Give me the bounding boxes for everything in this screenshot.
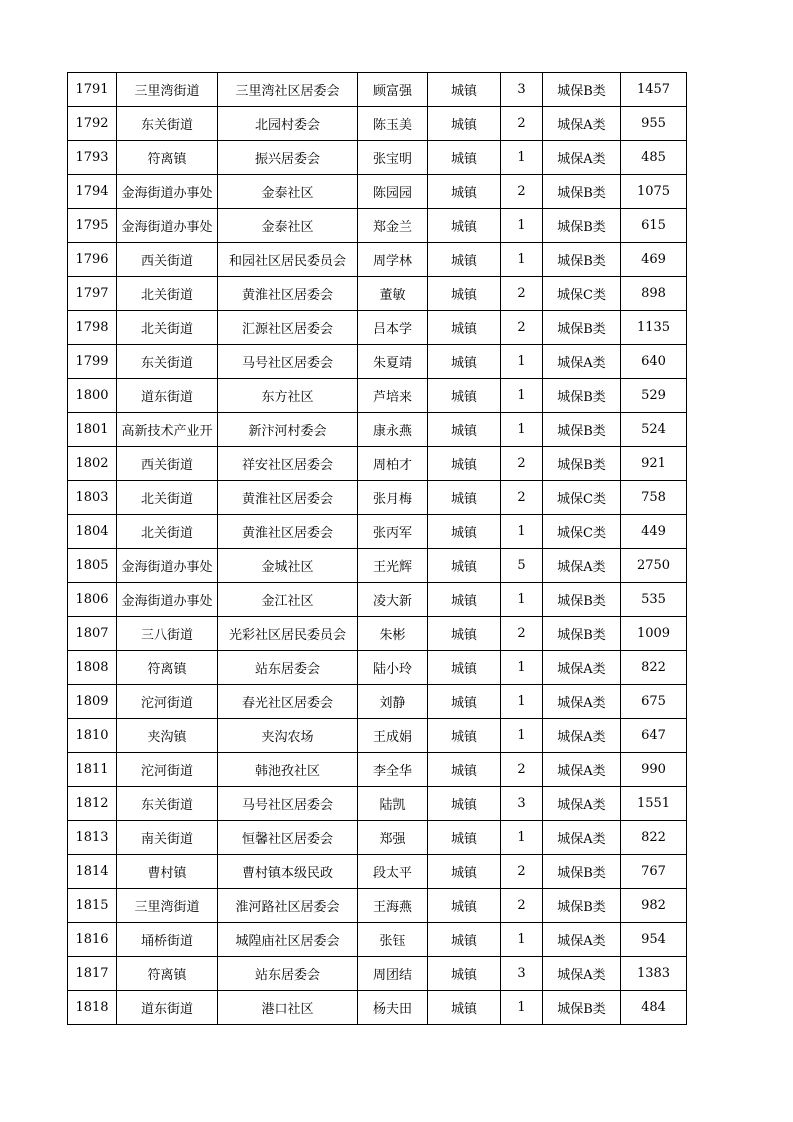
cell-amount: 954: [621, 923, 687, 957]
cell-household-type: 城镇: [428, 923, 501, 957]
cell-name: 周柏才: [358, 447, 428, 481]
cell-serial-number: 1796: [68, 243, 117, 277]
cell-category: 城保B类: [543, 447, 621, 481]
cell-category: 城保B类: [543, 583, 621, 617]
cell-street-office: 三里湾街道: [117, 889, 218, 923]
cell-serial-number: 1815: [68, 889, 117, 923]
cell-category: 城保A类: [543, 787, 621, 821]
table-row: [68, 175, 687, 209]
cell-household-type: 城镇: [428, 753, 501, 787]
cell-category: 城保A类: [543, 685, 621, 719]
cell-street-office: 北关街道: [117, 277, 218, 311]
table-row: [68, 515, 687, 549]
cell-street-office: 金海街道办事处: [117, 549, 218, 583]
cell-household-type: 城镇: [428, 447, 501, 481]
table-row: [68, 753, 687, 787]
cell-name: 陆小玲: [358, 651, 428, 685]
cell-amount: 469: [621, 243, 687, 277]
cell-serial-number: 1802: [68, 447, 117, 481]
cell-household-type: 城镇: [428, 243, 501, 277]
cell-household-type: 城镇: [428, 209, 501, 243]
cell-person-count: 2: [501, 447, 543, 481]
cell-category: 城保A类: [543, 821, 621, 855]
table-row: [68, 481, 687, 515]
cell-community: 春光社区居委会: [218, 685, 358, 719]
cell-amount: 484: [621, 991, 687, 1025]
cell-person-count: 2: [501, 107, 543, 141]
cell-street-office: 道东街道: [117, 991, 218, 1025]
cell-category: 城保B类: [543, 243, 621, 277]
cell-serial-number: 1801: [68, 413, 117, 447]
cell-community: 马号社区居委会: [218, 787, 358, 821]
cell-amount: 647: [621, 719, 687, 753]
cell-community: 韩池孜社区: [218, 753, 358, 787]
cell-street-office: 三里湾街道: [117, 73, 218, 107]
cell-name: 王海燕: [358, 889, 428, 923]
cell-person-count: 2: [501, 889, 543, 923]
cell-community: 东方社区: [218, 379, 358, 413]
cell-household-type: 城镇: [428, 617, 501, 651]
cell-community: 金江社区: [218, 583, 358, 617]
cell-amount: 640: [621, 345, 687, 379]
cell-person-count: 1: [501, 923, 543, 957]
cell-person-count: 1: [501, 379, 543, 413]
cell-category: 城保A类: [543, 719, 621, 753]
cell-community: 恒馨社区居委会: [218, 821, 358, 855]
cell-household-type: 城镇: [428, 889, 501, 923]
cell-household-type: 城镇: [428, 345, 501, 379]
cell-person-count: 3: [501, 73, 543, 107]
cell-serial-number: 1807: [68, 617, 117, 651]
cell-name: 段太平: [358, 855, 428, 889]
cell-street-office: 符离镇: [117, 651, 218, 685]
cell-household-type: 城镇: [428, 787, 501, 821]
cell-amount: 535: [621, 583, 687, 617]
cell-category: 城保C类: [543, 515, 621, 549]
cell-person-count: 5: [501, 549, 543, 583]
cell-name: 郑金兰: [358, 209, 428, 243]
cell-serial-number: 1794: [68, 175, 117, 209]
cell-amount: 921: [621, 447, 687, 481]
cell-serial-number: 1810: [68, 719, 117, 753]
cell-community: 马号社区居委会: [218, 345, 358, 379]
cell-serial-number: 1798: [68, 311, 117, 345]
table-row: [68, 311, 687, 345]
table-row: [68, 651, 687, 685]
cell-household-type: 城镇: [428, 175, 501, 209]
cell-amount: 485: [621, 141, 687, 175]
cell-serial-number: 1811: [68, 753, 117, 787]
cell-person-count: 2: [501, 175, 543, 209]
cell-person-count: 3: [501, 957, 543, 991]
table-row: [68, 277, 687, 311]
cell-serial-number: 1814: [68, 855, 117, 889]
cell-amount: 822: [621, 651, 687, 685]
cell-person-count: 1: [501, 719, 543, 753]
cell-person-count: 2: [501, 311, 543, 345]
cell-household-type: 城镇: [428, 141, 501, 175]
cell-amount: 524: [621, 413, 687, 447]
cell-street-office: 曹村镇: [117, 855, 218, 889]
cell-amount: 529: [621, 379, 687, 413]
cell-community: 夹沟农场: [218, 719, 358, 753]
cell-serial-number: 1793: [68, 141, 117, 175]
cell-community: 黄淮社区居委会: [218, 277, 358, 311]
cell-serial-number: 1795: [68, 209, 117, 243]
cell-amount: 1135: [621, 311, 687, 345]
cell-person-count: 1: [501, 243, 543, 277]
cell-household-type: 城镇: [428, 957, 501, 991]
cell-category: 城保B类: [543, 73, 621, 107]
cell-category: 城保B类: [543, 855, 621, 889]
cell-community: 站东居委会: [218, 651, 358, 685]
cell-household-type: 城镇: [428, 73, 501, 107]
cell-household-type: 城镇: [428, 277, 501, 311]
cell-name: 凌大新: [358, 583, 428, 617]
cell-street-office: 埇桥街道: [117, 923, 218, 957]
cell-person-count: 1: [501, 515, 543, 549]
cell-person-count: 2: [501, 855, 543, 889]
table-row: [68, 617, 687, 651]
cell-serial-number: 1812: [68, 787, 117, 821]
cell-category: 城保A类: [543, 107, 621, 141]
cell-household-type: 城镇: [428, 481, 501, 515]
cell-name: 王成娟: [358, 719, 428, 753]
cell-street-office: 三八街道: [117, 617, 218, 651]
cell-category: 城保C类: [543, 481, 621, 515]
cell-category: 城保C类: [543, 277, 621, 311]
cell-serial-number: 1806: [68, 583, 117, 617]
cell-name: 张钰: [358, 923, 428, 957]
cell-name: 郑强: [358, 821, 428, 855]
table-row: [68, 821, 687, 855]
cell-category: 城保A类: [543, 345, 621, 379]
cell-community: 站东居委会: [218, 957, 358, 991]
cell-community: 金泰社区: [218, 209, 358, 243]
cell-community: 黄淮社区居委会: [218, 481, 358, 515]
cell-amount: 955: [621, 107, 687, 141]
cell-amount: 675: [621, 685, 687, 719]
cell-serial-number: 1817: [68, 957, 117, 991]
cell-household-type: 城镇: [428, 413, 501, 447]
cell-community: 和园社区居民委员会: [218, 243, 358, 277]
table-row: [68, 923, 687, 957]
cell-amount: 1457: [621, 73, 687, 107]
table-body: [68, 73, 687, 1025]
table-row: [68, 889, 687, 923]
cell-household-type: 城镇: [428, 991, 501, 1025]
table-row: [68, 379, 687, 413]
cell-serial-number: 1797: [68, 277, 117, 311]
cell-street-office: 南关街道: [117, 821, 218, 855]
table-row: [68, 787, 687, 821]
cell-street-office: 北关街道: [117, 311, 218, 345]
cell-street-office: 金海街道办事处: [117, 209, 218, 243]
cell-household-type: 城镇: [428, 515, 501, 549]
cell-category: 城保A类: [543, 651, 621, 685]
cell-category: 城保B类: [543, 889, 621, 923]
cell-community: 汇源社区居委会: [218, 311, 358, 345]
cell-amount: 898: [621, 277, 687, 311]
table-row: [68, 685, 687, 719]
cell-name: 陈玉美: [358, 107, 428, 141]
data-table: [67, 72, 687, 1025]
cell-street-office: 东关街道: [117, 787, 218, 821]
cell-community: 北园村委会: [218, 107, 358, 141]
table-row: [68, 855, 687, 889]
cell-person-count: 1: [501, 583, 543, 617]
cell-person-count: 3: [501, 787, 543, 821]
cell-name: 朱彬: [358, 617, 428, 651]
cell-category: 城保A类: [543, 923, 621, 957]
cell-person-count: 1: [501, 413, 543, 447]
cell-category: 城保B类: [543, 617, 621, 651]
cell-community: 曹村镇本级民政: [218, 855, 358, 889]
cell-person-count: 2: [501, 617, 543, 651]
cell-community: 振兴居委会: [218, 141, 358, 175]
cell-name: 刘静: [358, 685, 428, 719]
cell-street-office: 北关街道: [117, 515, 218, 549]
table-row: [68, 141, 687, 175]
cell-street-office: 西关街道: [117, 447, 218, 481]
cell-community: 港口社区: [218, 991, 358, 1025]
cell-person-count: 1: [501, 209, 543, 243]
cell-amount: 767: [621, 855, 687, 889]
cell-serial-number: 1803: [68, 481, 117, 515]
table-row: [68, 583, 687, 617]
cell-community: 金泰社区: [218, 175, 358, 209]
cell-person-count: 2: [501, 481, 543, 515]
cell-community: 光彩社区居民委员会: [218, 617, 358, 651]
cell-community: 黄淮社区居委会: [218, 515, 358, 549]
cell-community: 城隍庙社区居委会: [218, 923, 358, 957]
cell-person-count: 1: [501, 991, 543, 1025]
cell-amount: 449: [621, 515, 687, 549]
cell-category: 城保A类: [543, 549, 621, 583]
cell-household-type: 城镇: [428, 107, 501, 141]
cell-street-office: 东关街道: [117, 345, 218, 379]
cell-name: 张月梅: [358, 481, 428, 515]
cell-community: 三里湾社区居委会: [218, 73, 358, 107]
cell-amount: 1009: [621, 617, 687, 651]
cell-street-office: 夹沟镇: [117, 719, 218, 753]
cell-amount: 822: [621, 821, 687, 855]
cell-category: 城保B类: [543, 175, 621, 209]
cell-name: 吕本学: [358, 311, 428, 345]
cell-community: 淮河路社区居委会: [218, 889, 358, 923]
cell-street-office: 高新技术产业开: [117, 413, 218, 447]
cell-serial-number: 1792: [68, 107, 117, 141]
cell-household-type: 城镇: [428, 719, 501, 753]
cell-street-office: 金海街道办事处: [117, 583, 218, 617]
cell-street-office: 道东街道: [117, 379, 218, 413]
cell-serial-number: 1805: [68, 549, 117, 583]
cell-household-type: 城镇: [428, 311, 501, 345]
table-row: [68, 413, 687, 447]
cell-street-office: 北关街道: [117, 481, 218, 515]
cell-name: 康永燕: [358, 413, 428, 447]
cell-name: 陆凯: [358, 787, 428, 821]
table-row: [68, 345, 687, 379]
table-row: [68, 719, 687, 753]
cell-household-type: 城镇: [428, 821, 501, 855]
cell-amount: 1551: [621, 787, 687, 821]
cell-community: 新汴河村委会: [218, 413, 358, 447]
table-row: [68, 107, 687, 141]
cell-name: 张丙军: [358, 515, 428, 549]
cell-serial-number: 1804: [68, 515, 117, 549]
cell-household-type: 城镇: [428, 549, 501, 583]
cell-amount: 1075: [621, 175, 687, 209]
cell-street-office: 西关街道: [117, 243, 218, 277]
cell-street-office: 沱河街道: [117, 753, 218, 787]
table-row: [68, 243, 687, 277]
cell-amount: 990: [621, 753, 687, 787]
cell-serial-number: 1800: [68, 379, 117, 413]
cell-name: 张宝明: [358, 141, 428, 175]
cell-street-office: 东关街道: [117, 107, 218, 141]
table-row: [68, 549, 687, 583]
cell-serial-number: 1808: [68, 651, 117, 685]
cell-category: 城保B类: [543, 379, 621, 413]
cell-serial-number: 1791: [68, 73, 117, 107]
cell-name: 杨夫田: [358, 991, 428, 1025]
cell-amount: 758: [621, 481, 687, 515]
cell-community: 金城社区: [218, 549, 358, 583]
cell-serial-number: 1813: [68, 821, 117, 855]
cell-category: 城保A类: [543, 753, 621, 787]
cell-category: 城保A类: [543, 957, 621, 991]
cell-name: 周学林: [358, 243, 428, 277]
cell-name: 周团结: [358, 957, 428, 991]
cell-category: 城保B类: [543, 413, 621, 447]
cell-street-office: 金海街道办事处: [117, 175, 218, 209]
cell-person-count: 1: [501, 685, 543, 719]
cell-name: 李全华: [358, 753, 428, 787]
cell-person-count: 2: [501, 277, 543, 311]
cell-name: 顾富强: [358, 73, 428, 107]
table-row: [68, 447, 687, 481]
cell-household-type: 城镇: [428, 651, 501, 685]
cell-household-type: 城镇: [428, 583, 501, 617]
cell-serial-number: 1818: [68, 991, 117, 1025]
cell-name: 王光辉: [358, 549, 428, 583]
table-row: [68, 209, 687, 243]
cell-household-type: 城镇: [428, 855, 501, 889]
cell-name: 陈园园: [358, 175, 428, 209]
cell-household-type: 城镇: [428, 379, 501, 413]
cell-street-office: 符离镇: [117, 957, 218, 991]
cell-amount: 1383: [621, 957, 687, 991]
cell-community: 祥安社区居委会: [218, 447, 358, 481]
cell-category: 城保A类: [543, 141, 621, 175]
cell-serial-number: 1809: [68, 685, 117, 719]
cell-person-count: 1: [501, 821, 543, 855]
table-row: [68, 73, 687, 107]
cell-person-count: 2: [501, 753, 543, 787]
cell-category: 城保B类: [543, 209, 621, 243]
cell-name: 芦培来: [358, 379, 428, 413]
cell-person-count: 1: [501, 651, 543, 685]
cell-name: 朱夏靖: [358, 345, 428, 379]
cell-street-office: 沱河街道: [117, 685, 218, 719]
cell-street-office: 符离镇: [117, 141, 218, 175]
cell-category: 城保B类: [543, 311, 621, 345]
cell-person-count: 1: [501, 345, 543, 379]
cell-amount: 982: [621, 889, 687, 923]
cell-household-type: 城镇: [428, 685, 501, 719]
cell-category: 城保B类: [543, 991, 621, 1025]
table-row: [68, 957, 687, 991]
cell-serial-number: 1816: [68, 923, 117, 957]
cell-name: 董敏: [358, 277, 428, 311]
table-row: [68, 991, 687, 1025]
cell-amount: 615: [621, 209, 687, 243]
cell-amount: 2750: [621, 549, 687, 583]
cell-serial-number: 1799: [68, 345, 117, 379]
cell-person-count: 1: [501, 141, 543, 175]
